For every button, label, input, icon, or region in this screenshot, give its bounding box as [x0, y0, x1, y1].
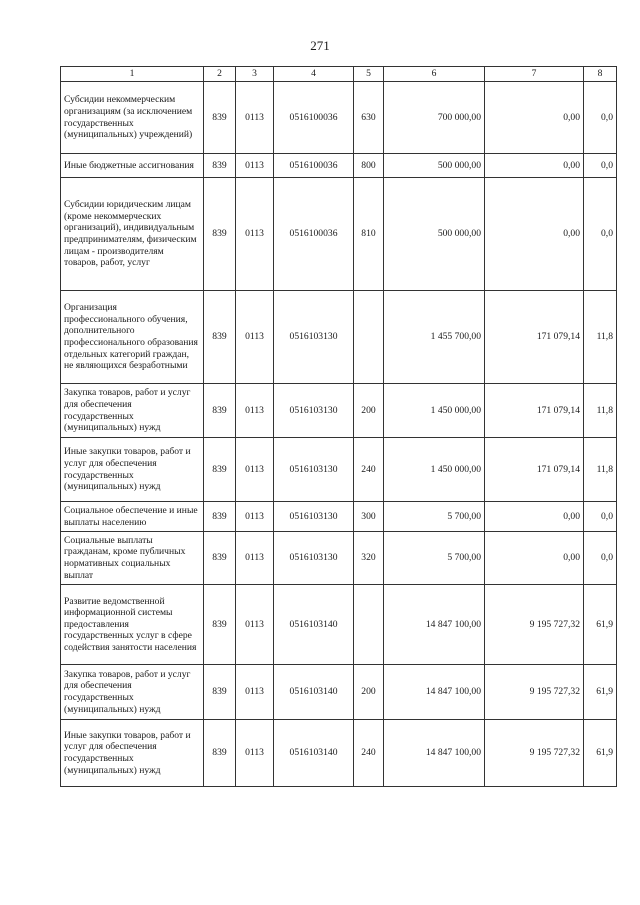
cell-planned-amount: 500 000,00 [384, 154, 485, 178]
cell-executed-amount: 171 079,14 [485, 384, 584, 438]
cell-expense-type: 240 [354, 720, 384, 787]
cell-percent: 11,8 [584, 384, 617, 438]
cell-ministry-code: 839 [204, 384, 236, 438]
cell-section-code: 0113 [236, 438, 274, 502]
cell-planned-amount: 1 455 700,00 [384, 291, 485, 384]
cell-percent: 11,8 [584, 291, 617, 384]
row-name: Социальное обеспечение и иные выплаты населению [61, 502, 204, 532]
cell-planned-amount: 1 450 000,00 [384, 438, 485, 502]
cell-ministry-code: 839 [204, 82, 236, 154]
cell-section-code: 0113 [236, 665, 274, 720]
cell-section-code: 0113 [236, 384, 274, 438]
cell-executed-amount: 0,00 [485, 502, 584, 532]
cell-target-code: 0516103130 [274, 532, 354, 585]
row-name: Субсидии некоммерческим организациям (за исключением государственных (муниципальных) учреждений) [61, 82, 204, 154]
cell-expense-type: 300 [354, 502, 384, 532]
cell-expense-type [354, 291, 384, 384]
cell-expense-type: 320 [354, 532, 384, 585]
cell-target-code: 0516100036 [274, 154, 354, 178]
cell-target-code: 0516103130 [274, 291, 354, 384]
cell-target-code: 0516103130 [274, 438, 354, 502]
cell-target-code: 0516100036 [274, 178, 354, 291]
cell-target-code: 0516100036 [274, 82, 354, 154]
cell-expense-type [354, 585, 384, 665]
cell-section-code: 0113 [236, 291, 274, 384]
cell-ministry-code: 839 [204, 438, 236, 502]
cell-expense-type: 810 [354, 178, 384, 291]
cell-target-code: 0516103130 [274, 502, 354, 532]
cell-planned-amount: 5 700,00 [384, 532, 485, 585]
row-name: Иные закупки товаров, работ и услуг для обеспечения государственных (муниципальных) нужд [61, 438, 204, 502]
header-cell: 3 [236, 67, 274, 82]
cell-section-code: 0113 [236, 154, 274, 178]
table-row [61, 384, 617, 438]
cell-percent: 0,0 [584, 82, 617, 154]
cell-target-code: 0516103140 [274, 665, 354, 720]
cell-expense-type: 240 [354, 438, 384, 502]
table-row [61, 502, 617, 532]
cell-ministry-code: 839 [204, 178, 236, 291]
cell-executed-amount: 171 079,14 [485, 438, 584, 502]
budget-table [60, 66, 617, 787]
cell-target-code: 0516103140 [274, 720, 354, 787]
table-row [61, 178, 617, 291]
cell-section-code: 0113 [236, 720, 274, 787]
row-name: Иные бюджетные ассигнования [61, 154, 204, 178]
header-cell: 8 [584, 67, 617, 82]
header-cell: 6 [384, 67, 485, 82]
cell-percent: 61,9 [584, 665, 617, 720]
cell-expense-type: 800 [354, 154, 384, 178]
cell-executed-amount: 0,00 [485, 154, 584, 178]
cell-executed-amount: 0,00 [485, 532, 584, 585]
cell-planned-amount: 700 000,00 [384, 82, 485, 154]
header-cell: 5 [354, 67, 384, 82]
cell-percent: 61,9 [584, 585, 617, 665]
cell-executed-amount: 9 195 727,32 [485, 665, 584, 720]
cell-planned-amount: 1 450 000,00 [384, 384, 485, 438]
cell-percent: 0,0 [584, 154, 617, 178]
table-row [61, 438, 617, 502]
cell-expense-type: 200 [354, 665, 384, 720]
cell-ministry-code: 839 [204, 291, 236, 384]
cell-ministry-code: 839 [204, 154, 236, 178]
table-row [61, 82, 617, 154]
cell-ministry-code: 839 [204, 720, 236, 787]
cell-ministry-code: 839 [204, 665, 236, 720]
table-row [61, 291, 617, 384]
header-cell: 1 [61, 67, 204, 82]
header-row [61, 67, 617, 82]
cell-ministry-code: 839 [204, 585, 236, 665]
row-name: Закупка товаров, работ и услуг для обеспечения государственных (муниципальных) нужд [61, 665, 204, 720]
row-name: Социальные выплаты гражданам, кроме публичных нормативных социальных выплат [61, 532, 204, 585]
cell-section-code: 0113 [236, 82, 274, 154]
row-name: Иные закупки товаров, работ и услуг для обеспечения государственных (муниципальных) нужд [61, 720, 204, 787]
table-row [61, 665, 617, 720]
cell-percent: 0,0 [584, 178, 617, 291]
row-name: Организация профессионального обучения, дополнительного профессионального образования отдельных категорий граждан, не являющихся безработными [61, 291, 204, 384]
cell-section-code: 0113 [236, 585, 274, 665]
row-name: Закупка товаров, работ и услуг для обеспечения государственных (муниципальных) нужд [61, 384, 204, 438]
cell-percent: 61,9 [584, 720, 617, 787]
row-name: Развитие ведомственной информационной системы предоставления государственных услуг в сфере содействия занятости населения [61, 585, 204, 665]
cell-executed-amount: 0,00 [485, 178, 584, 291]
header-cell: 2 [204, 67, 236, 82]
table-row [61, 154, 617, 178]
cell-section-code: 0113 [236, 178, 274, 291]
cell-expense-type: 630 [354, 82, 384, 154]
cell-executed-amount: 0,00 [485, 82, 584, 154]
cell-expense-type: 200 [354, 384, 384, 438]
cell-target-code: 0516103130 [274, 384, 354, 438]
cell-executed-amount: 9 195 727,32 [485, 585, 584, 665]
page-number: 271 [310, 38, 330, 53]
cell-planned-amount: 14 847 100,00 [384, 585, 485, 665]
table-row [61, 585, 617, 665]
table-row [61, 532, 617, 585]
cell-executed-amount: 171 079,14 [485, 291, 584, 384]
cell-planned-amount: 5 700,00 [384, 502, 485, 532]
cell-section-code: 0113 [236, 532, 274, 585]
cell-percent: 11,8 [584, 438, 617, 502]
cell-executed-amount: 9 195 727,32 [485, 720, 584, 787]
cell-section-code: 0113 [236, 502, 274, 532]
cell-ministry-code: 839 [204, 532, 236, 585]
header-cell: 4 [274, 67, 354, 82]
cell-percent: 0,0 [584, 532, 617, 585]
cell-ministry-code: 839 [204, 502, 236, 532]
cell-planned-amount: 14 847 100,00 [384, 720, 485, 787]
cell-target-code: 0516103140 [274, 585, 354, 665]
table-row [61, 720, 617, 787]
cell-planned-amount: 14 847 100,00 [384, 665, 485, 720]
cell-planned-amount: 500 000,00 [384, 178, 485, 291]
cell-percent: 0,0 [584, 502, 617, 532]
header-cell: 7 [485, 67, 584, 82]
row-name: Субсидии юридическим лицам (кроме некоммерческих организаций), индивидуальным предпринимателям, физическим лицам - производителям товаров, работ, услуг [61, 178, 204, 291]
